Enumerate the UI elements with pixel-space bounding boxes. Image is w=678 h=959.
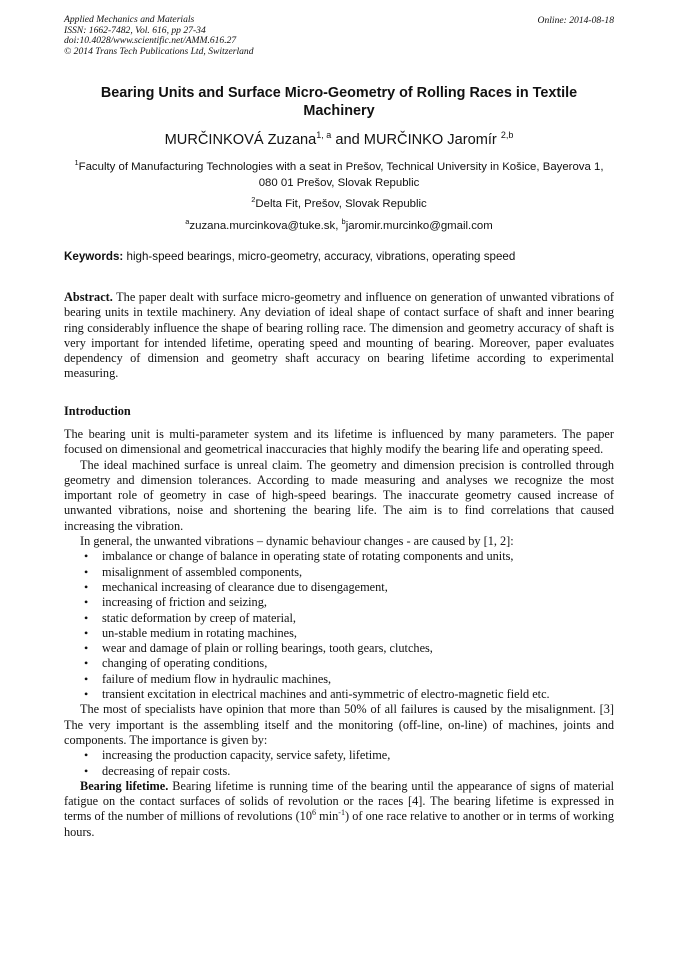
paper-title: Bearing Units and Surface Micro-Geometry of Rolling Races in Textile Machinery bbox=[100, 85, 578, 119]
affiliation-1 bbox=[64, 155, 614, 191]
abstract bbox=[64, 290, 614, 382]
vibration-causes-list bbox=[64, 549, 614, 702]
author-conj: and bbox=[335, 131, 360, 148]
abstract-label: Abstract. bbox=[64, 290, 113, 304]
intro-paragraph-4: The most of specialists have opinion that more than 50% of all failures is caused by the misalignment. [3] The very important is the assembling itself and the monitoring (off-line, on-line) of machines, joints and components. The importance is given by: bbox=[64, 702, 614, 747]
bearing-lifetime-end: ) of one race relative to another or in terms of working hours. bbox=[64, 809, 614, 839]
bearing-lifetime-text: Bearing lifetime is running time of the bearing until the appearance of signs of material fatigue on the contact surfaces of solids of revolution or the races [4]. The bearing lifetime is expressed in terms of the number of millions of revolutions (10 bbox=[64, 778, 614, 824]
affiliation-2 bbox=[64, 192, 614, 212]
abstract-text: The paper dealt with surface micro-geometry and influence on generation of unwanted vibrations of bearing units in textile machinery. Any deviation of ideal shape of contact surface of shaft and inner bearing ring considerably influence the shape of bearing rolling race. The dimension and geometry accuracy of shaft is very important for intended lifetime, operating speed and mounting of bearing. Moreover, paper evaluates dependency of dimension and geometry shaft accuracy on bearing lifetime according to experimental measuring. bbox=[64, 290, 614, 381]
journal-name: Applied Mechanics and Materials bbox=[64, 14, 195, 25]
affiliation-1-sup: 1 bbox=[74, 158, 79, 167]
email-a-sup: a bbox=[185, 217, 190, 226]
emails bbox=[64, 214, 614, 234]
copyright: © 2014 Trans Tech Publications Ltd, Switzerland bbox=[64, 45, 254, 57]
list-item: • misalignment of assembled components, bbox=[64, 565, 614, 580]
list-item: • transient excitation in electrical machines and anti-symmetric of electro-magnetic field etc. bbox=[64, 687, 614, 702]
online-date: Online: 2014-08-18 bbox=[537, 15, 614, 26]
section-heading-introduction: Introduction bbox=[64, 404, 131, 418]
list-item: • changing of operating conditions, bbox=[64, 656, 614, 671]
list-item: • un-stable medium in rotating machines, bbox=[64, 626, 614, 641]
authors bbox=[64, 130, 614, 148]
list-item: • static deformation by creep of material, bbox=[64, 611, 614, 626]
list-item: • failure of medium flow in hydraulic machines, bbox=[64, 672, 614, 687]
author-1-sup: 1, a bbox=[316, 130, 332, 140]
author-1: MURČINKOVÁ Zuzana bbox=[164, 131, 317, 148]
email-b[interactable]: jaromir.murcinko@gmail.com bbox=[345, 219, 493, 232]
intro-paragraph-3: In general, the unwanted vibrations – dynamic behaviour changes - are caused by [1, 2]: bbox=[80, 534, 514, 549]
list-item: • decreasing of repair costs. bbox=[64, 764, 614, 779]
author-2: MURČINKO Jaromír bbox=[363, 131, 497, 148]
doi: doi:10.4028/www.scientific.net/AMM.616.27 bbox=[64, 35, 237, 47]
exponent-minus-1: -1 bbox=[338, 808, 345, 818]
list-item: • imbalance or change of balance in operating state of rotating components and units, bbox=[64, 549, 614, 564]
issn: ISSN: 1662-7482, Vol. 616, pp 27-34 bbox=[64, 24, 206, 36]
keywords-text: high-speed bearings, micro-geometry, accuracy, vibrations, operating speed bbox=[126, 250, 516, 263]
keywords bbox=[64, 250, 614, 263]
affiliation-1-text: Faculty of Manufacturing Technologies with a seat in Prešov, Technical University in Košice, Bayerova 1, 080 01 Prešov, Slovak Republic bbox=[78, 160, 604, 189]
intro-paragraph-1: The bearing unit is multi-parameter system and its lifetime is influenced by many parameters. The paper focused on dimensional and geometrical inaccuracies that highly modify the bearing life and operating speed. bbox=[64, 427, 614, 457]
introduction-body bbox=[64, 427, 614, 840]
email-a[interactable]: zuzana.murcinkova@tuke.sk, bbox=[189, 219, 339, 232]
affiliation-2-sup: 2 bbox=[251, 195, 256, 204]
list-item: • increasing the production capacity, service safety, lifetime, bbox=[64, 748, 614, 763]
importance-list bbox=[64, 748, 614, 779]
bearing-lifetime-paragraph bbox=[64, 779, 614, 840]
min-unit: min bbox=[315, 809, 339, 824]
bearing-lifetime-label: Bearing lifetime. bbox=[80, 778, 169, 793]
exponent-6: 6 bbox=[311, 808, 316, 818]
journal-meta bbox=[64, 15, 254, 57]
list-item: • wear and damage of plain or rolling bearings, tooth gears, clutches, bbox=[64, 641, 614, 656]
email-b-sup: b bbox=[341, 217, 346, 226]
intro-paragraph-2: The ideal machined surface is unreal claim. The geometry and dimension precision is controlled through geometry and dimension tolerances. According to made measuring and analyses we recognize the most important role of geometry in case of high-speed bearings. The inaccurate geometry caused increase of unwanted vibrations, noise and shortening the bearing life. The aim is to find correlations that caused increasing the vibration. bbox=[64, 457, 614, 533]
author-2-sup: 2,b bbox=[500, 130, 514, 140]
list-item: • mechanical increasing of clearance due to disengagement, bbox=[64, 580, 614, 595]
list-item: • increasing of friction and seizing, bbox=[64, 595, 614, 610]
keywords-label: Keywords: bbox=[64, 250, 124, 263]
affiliation-2-text: Delta Fit, Prešov, Slovak Republic bbox=[255, 197, 427, 210]
